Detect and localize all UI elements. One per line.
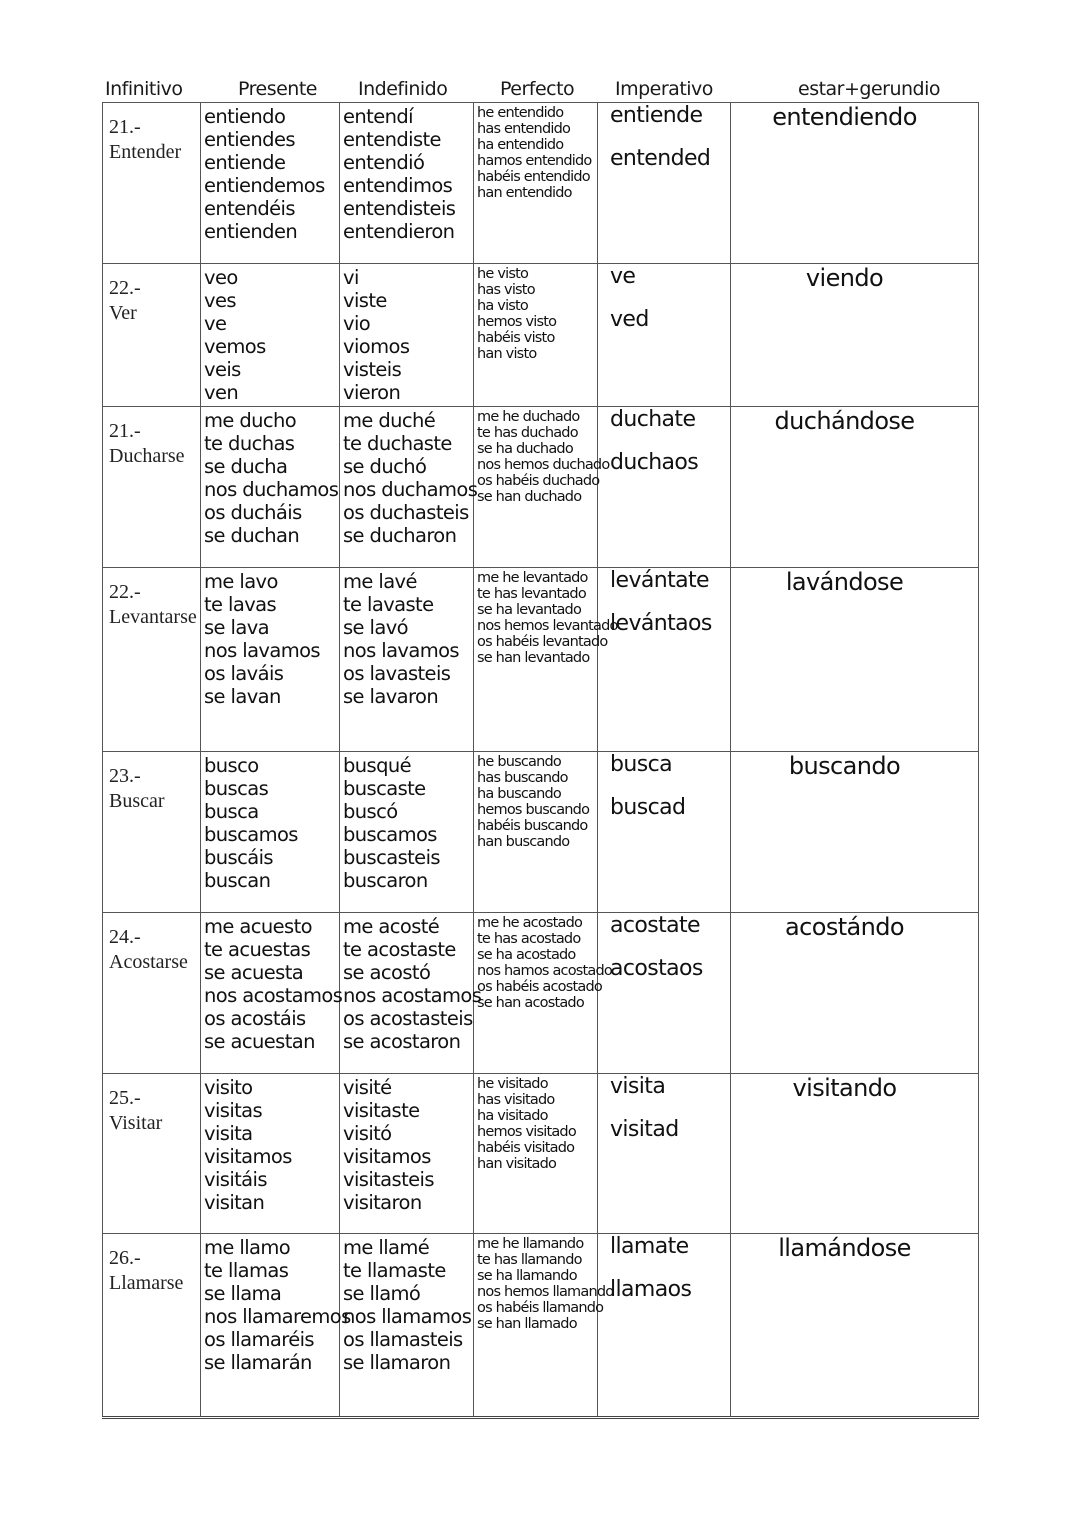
conjugated-form: has entendido xyxy=(477,121,571,137)
conjugated-form: se ducha xyxy=(204,455,288,478)
conjugated-form: visitaste xyxy=(343,1099,420,1122)
conjugated-form: os llamaréis xyxy=(204,1328,314,1351)
imperative-form: visita xyxy=(610,1074,666,1099)
conjugated-form: habéis buscando xyxy=(477,818,588,834)
verb-row xyxy=(103,1234,979,1418)
conjugated-form: ves xyxy=(204,289,236,312)
conjugated-form: entendisteis xyxy=(343,197,456,220)
imperativo-cell xyxy=(598,264,731,407)
gerundio-cell xyxy=(731,1074,979,1234)
conjugated-form: te llamas xyxy=(204,1259,289,1282)
conjugated-form: entendéis xyxy=(204,197,295,220)
conjugated-form: viste xyxy=(343,289,387,312)
verb-number: 21.- xyxy=(109,420,141,442)
conjugated-form: visitamos xyxy=(343,1145,431,1168)
conjugated-form: se ha llamando xyxy=(477,1268,577,1284)
presente-cell xyxy=(201,1234,351,1418)
verb-number: 22.- xyxy=(109,581,141,603)
conjugated-form: entiende xyxy=(204,151,286,174)
imperative-form: ve xyxy=(610,264,636,289)
verb-infinitive: Buscar xyxy=(109,790,165,812)
conjugated-form: te has acostado xyxy=(477,931,581,947)
perfecto-cell xyxy=(474,1074,598,1234)
conjugated-form: han buscando xyxy=(477,834,570,850)
conjugated-form: visitó xyxy=(343,1122,392,1145)
infinitive-cell xyxy=(103,752,201,913)
conjugated-form: te has levantado xyxy=(477,586,586,602)
conjugated-form: se han levantado xyxy=(477,650,590,666)
conjugated-form: me he duchado xyxy=(477,409,580,425)
conjugated-form: te duchaste xyxy=(343,432,452,455)
conjugated-form: se ducharon xyxy=(343,524,457,547)
conjugated-form: os acostasteis xyxy=(343,1007,473,1030)
conjugated-form: os acostáis xyxy=(204,1007,306,1030)
gerundio-cell xyxy=(731,913,979,1074)
conjugated-form: has visitado xyxy=(477,1092,555,1108)
conjugated-form: visitaron xyxy=(343,1191,422,1214)
verb-row xyxy=(103,913,979,1074)
conjugated-form: visitas xyxy=(204,1099,263,1122)
conjugated-form: se ha acostado xyxy=(477,947,576,963)
conjugated-form: os habéis llamando xyxy=(477,1300,604,1316)
imperative-form: ved xyxy=(610,307,649,332)
conjugated-form: os habéis acostado xyxy=(477,979,602,995)
imperative-form: duchaos xyxy=(610,450,699,475)
imperative-form: buscad xyxy=(610,795,686,820)
imperativo-cell xyxy=(598,1234,731,1418)
infinitive-cell xyxy=(103,1074,201,1234)
conjugated-form: me lavé xyxy=(343,570,417,593)
header-estar-gerundio: estar+gerundio xyxy=(798,78,941,100)
conjugated-form: nos hemos llamando xyxy=(477,1284,614,1300)
gerundio-cell xyxy=(731,568,979,752)
conjugated-form: os ducháis xyxy=(204,501,302,524)
conjugated-form: busca xyxy=(204,800,259,823)
conjugated-form: han visto xyxy=(477,346,537,362)
header-presente: Presente xyxy=(238,78,317,100)
conjugated-form: he buscando xyxy=(477,754,561,770)
conjugated-form: se ha duchado xyxy=(477,441,573,457)
conjugated-form: nos duchamos xyxy=(204,478,339,501)
conjugated-form: habéis visitado xyxy=(477,1140,575,1156)
conjugated-form: se han llamado xyxy=(477,1316,577,1332)
conjugated-form: veis xyxy=(204,358,241,381)
imperative-form: levántate xyxy=(610,568,709,593)
indefinido-cell xyxy=(340,1234,474,1418)
imperative-form: entiende xyxy=(610,103,703,128)
verb-row xyxy=(103,1074,979,1234)
conjugated-form: nos acostamos xyxy=(204,984,343,1007)
conjugated-form: buscamos xyxy=(343,823,437,846)
conjugated-form: se lavaron xyxy=(343,685,439,708)
gerund-form: entendiendo xyxy=(772,103,917,131)
conjugated-form: has buscando xyxy=(477,770,568,786)
conjugated-form: se lavan xyxy=(204,685,281,708)
verb-row xyxy=(103,407,979,568)
conjugated-form: te duchas xyxy=(204,432,295,455)
presente-cell xyxy=(201,1074,340,1234)
verb-infinitive: Llamarse xyxy=(109,1272,184,1294)
conjugated-form: has visto xyxy=(477,282,535,298)
conjugated-form: nos hemos duchado xyxy=(477,457,610,473)
conjugated-form: se acuesta xyxy=(204,961,304,984)
conjugated-form: os laváis xyxy=(204,662,284,685)
presente-cell xyxy=(201,264,340,407)
conjugated-form: veo xyxy=(204,266,238,289)
conjugated-form: hamos entendido xyxy=(477,153,592,169)
conjugated-form: te lavas xyxy=(204,593,277,616)
conjugated-form: entiendemos xyxy=(204,174,325,197)
indefinido-cell xyxy=(340,407,478,568)
indefinido-cell xyxy=(340,264,474,407)
conjugated-form: ve xyxy=(204,312,227,335)
conjugated-form: se acuestan xyxy=(204,1030,315,1053)
infinitive-cell xyxy=(103,264,201,407)
conjugated-form: te has llamando xyxy=(477,1252,582,1268)
conjugated-form: ven xyxy=(204,381,239,404)
perfecto-cell xyxy=(474,264,598,407)
conjugated-form: os lavasteis xyxy=(343,662,451,685)
gerundio-cell xyxy=(731,264,979,407)
gerundio-cell xyxy=(731,407,979,568)
perfecto-cell xyxy=(474,913,612,1074)
conjugated-form: se lava xyxy=(204,616,270,639)
conjugated-form: buscamos xyxy=(204,823,298,846)
imperative-form: entended xyxy=(610,146,711,171)
conjugated-form: nos llamamos xyxy=(343,1305,472,1328)
conjugated-form: buscan xyxy=(204,869,271,892)
verb-number: 24.- xyxy=(109,926,141,948)
conjugated-form: buscáis xyxy=(204,846,273,869)
conjugated-form: buscaste xyxy=(343,777,426,800)
imperativo-cell xyxy=(598,913,731,1074)
conjugated-form: os llamasteis xyxy=(343,1328,463,1351)
conjugated-form: vieron xyxy=(343,381,401,404)
conjugated-form: me lavo xyxy=(204,570,278,593)
conjugated-form: visitáis xyxy=(204,1168,267,1191)
conjugated-form: se llama xyxy=(204,1282,282,1305)
conjugated-form: nos lavamos xyxy=(343,639,459,662)
imperativo-cell xyxy=(598,407,731,568)
gerund-form: visitando xyxy=(792,1074,897,1102)
conjugated-form: se acostó xyxy=(343,961,431,984)
presente-cell xyxy=(201,103,340,264)
header-infinitivo: Infinitivo xyxy=(105,78,183,100)
presente-cell xyxy=(201,568,340,752)
perfecto-cell xyxy=(474,103,598,264)
conjugated-form: ha visto xyxy=(477,298,529,314)
gerund-form: lavándose xyxy=(785,568,904,596)
conjugated-form: he entendido xyxy=(477,105,564,121)
conjugated-form: nos lavamos xyxy=(204,639,320,662)
conjugated-form: se llamaron xyxy=(343,1351,451,1374)
conjugated-form: os habéis duchado xyxy=(477,473,600,489)
conjugated-form: busco xyxy=(204,754,259,777)
conjugated-form: buscaron xyxy=(343,869,428,892)
conjugated-form: visita xyxy=(204,1122,253,1145)
gerund-form: viendo xyxy=(805,264,884,292)
conjugated-form: se acostaron xyxy=(343,1030,461,1053)
conjugated-form: me acuesto xyxy=(204,915,312,938)
conjugated-form: buscó xyxy=(343,800,398,823)
verb-infinitive: Ver xyxy=(109,302,137,324)
conjugated-form: se han duchado xyxy=(477,489,582,505)
conjugated-form: os duchasteis xyxy=(343,501,469,524)
verb-row xyxy=(103,264,979,407)
indefinido-cell xyxy=(340,1074,474,1234)
conjugated-form: vio xyxy=(343,312,371,335)
conjugated-form: nos hamos acostado xyxy=(477,963,612,979)
conjugated-form: he visitado xyxy=(477,1076,548,1092)
conjugated-form: me acosté xyxy=(343,915,440,938)
verb-infinitive: Ducharse xyxy=(109,445,185,467)
conjugated-form: me duché xyxy=(343,409,436,432)
verb-infinitive: Levantarse xyxy=(109,606,197,628)
imperative-form: busca xyxy=(610,752,672,777)
conjugated-form: entienden xyxy=(204,220,298,243)
conjugated-form: han entendido xyxy=(477,185,572,201)
header-indefinido: Indefinido xyxy=(358,78,448,100)
conjugated-form: habéis entendido xyxy=(477,169,590,185)
infinitive-cell xyxy=(103,407,201,568)
conjugated-form: buscas xyxy=(204,777,269,800)
gerund-form: duchándose xyxy=(774,407,915,435)
conjugated-form: entendiste xyxy=(343,128,441,151)
conjugated-form: se duchan xyxy=(204,524,300,547)
conjugated-form: se han acostado xyxy=(477,995,584,1011)
conjugated-form: se duchó xyxy=(343,455,427,478)
verb-infinitive: Visitar xyxy=(109,1112,163,1134)
conjugated-form: me he levantado xyxy=(477,570,588,586)
conjugated-form: busqué xyxy=(343,754,412,777)
verb-number: 23.- xyxy=(109,765,141,787)
imperative-form: levántaos xyxy=(610,611,712,636)
conjugated-form: hemos visitado xyxy=(477,1124,576,1140)
conjugated-form: visitasteis xyxy=(343,1168,434,1191)
presente-cell xyxy=(201,407,340,568)
perfecto-cell xyxy=(474,407,610,568)
conjugated-form: se lavó xyxy=(343,616,408,639)
conjugated-form: nos hemos levantado xyxy=(477,618,618,634)
conjugated-form: nos acostamos xyxy=(343,984,482,1007)
imperative-form: llamaos xyxy=(610,1277,692,1302)
indefinido-cell xyxy=(340,568,474,752)
conjugated-form: entendimos xyxy=(343,174,453,197)
gerundio-cell xyxy=(731,752,979,913)
imperativo-cell xyxy=(598,568,731,752)
imperativo-cell xyxy=(598,1074,731,1234)
conjugated-form: nos llamaremos xyxy=(204,1305,351,1328)
perfecto-cell xyxy=(474,752,598,913)
header-imperativo: Imperativo xyxy=(615,78,713,100)
verb-row xyxy=(103,568,979,752)
verb-row xyxy=(103,103,979,264)
conjugated-form: ha visitado xyxy=(477,1108,548,1124)
conjugated-form: te lavaste xyxy=(343,593,434,616)
conjugated-form: visteis xyxy=(343,358,402,381)
conjugated-form: entiendes xyxy=(204,128,295,151)
gerundio-cell xyxy=(731,103,979,264)
imperative-form: acostate xyxy=(610,913,700,938)
verb-number: 21.- xyxy=(109,116,141,138)
conjugated-form: os habéis levantado xyxy=(477,634,608,650)
imperativo-cell xyxy=(598,752,731,913)
conjugated-form: se llamarán xyxy=(204,1351,312,1374)
gerundio-cell xyxy=(731,1234,979,1418)
indefinido-cell xyxy=(340,913,482,1074)
conjugated-form: han visitado xyxy=(477,1156,557,1172)
conjugated-form: vemos xyxy=(204,335,266,358)
conjugated-form: me he llamando xyxy=(477,1236,584,1252)
verb-row xyxy=(103,752,979,913)
conjugated-form: te llamaste xyxy=(343,1259,446,1282)
conjugated-form: viomos xyxy=(343,335,410,358)
infinitive-cell xyxy=(103,103,201,264)
verb-number: 22.- xyxy=(109,277,141,299)
gerund-form: acostándo xyxy=(785,913,904,941)
conjugated-form: me ducho xyxy=(204,409,297,432)
conjugated-form: te acuestas xyxy=(204,938,311,961)
conjugated-form: nos duchamos xyxy=(343,478,478,501)
conjugation-table-body xyxy=(103,103,979,1418)
conjugation-table xyxy=(102,102,979,1419)
gerund-form: buscando xyxy=(788,752,901,780)
conjugated-form: se llamó xyxy=(343,1282,421,1305)
imperativo-cell xyxy=(598,103,731,264)
perfecto-cell xyxy=(474,568,618,752)
conjugated-form: vi xyxy=(343,266,359,289)
infinitive-cell xyxy=(103,568,201,752)
conjugated-form: ha buscando xyxy=(477,786,561,802)
conjugated-form: me llamo xyxy=(204,1236,291,1259)
presente-cell xyxy=(201,752,340,913)
imperative-form: acostaos xyxy=(610,956,703,981)
conjugated-form: te has duchado xyxy=(477,425,578,441)
conjugated-form: hemos buscando xyxy=(477,802,590,818)
verb-number: 25.- xyxy=(109,1087,141,1109)
infinitive-cell xyxy=(103,1234,201,1418)
conjugated-form: he visto xyxy=(477,266,529,282)
perfecto-cell xyxy=(474,1234,614,1418)
gerund-form: llamándose xyxy=(778,1234,911,1262)
imperative-form: duchate xyxy=(610,407,696,432)
verb-infinitive: Acostarse xyxy=(109,951,188,973)
indefinido-cell xyxy=(340,103,474,264)
conjugated-form: te acostaste xyxy=(343,938,456,961)
conjugated-form: hemos visto xyxy=(477,314,557,330)
conjugated-form: buscasteis xyxy=(343,846,440,869)
conjugated-form: ha entendido xyxy=(477,137,564,153)
imperative-form: llamate xyxy=(610,1234,689,1259)
conjugated-form: entendieron xyxy=(343,220,455,243)
verb-infinitive: Entender xyxy=(109,141,182,163)
infinitive-cell xyxy=(103,913,201,1074)
indefinido-cell xyxy=(340,752,474,913)
conjugated-form: entendí xyxy=(343,105,413,128)
presente-cell xyxy=(201,913,343,1074)
verb-number: 26.- xyxy=(109,1247,141,1269)
header-perfecto: Perfecto xyxy=(500,78,575,100)
conjugated-form: se ha levantado xyxy=(477,602,582,618)
conjugated-form: me he acostado xyxy=(477,915,583,931)
conjugated-form: me llamé xyxy=(343,1236,430,1259)
imperative-form: visitad xyxy=(610,1117,679,1142)
conjugated-form: visitamos xyxy=(204,1145,292,1168)
conjugated-form: visité xyxy=(343,1076,392,1099)
conjugated-form: habéis visto xyxy=(477,330,555,346)
conjugated-form: visitan xyxy=(204,1191,265,1214)
conjugated-form: entiendo xyxy=(204,105,286,128)
conjugated-form: visito xyxy=(204,1076,253,1099)
conjugated-form: entendió xyxy=(343,151,425,174)
